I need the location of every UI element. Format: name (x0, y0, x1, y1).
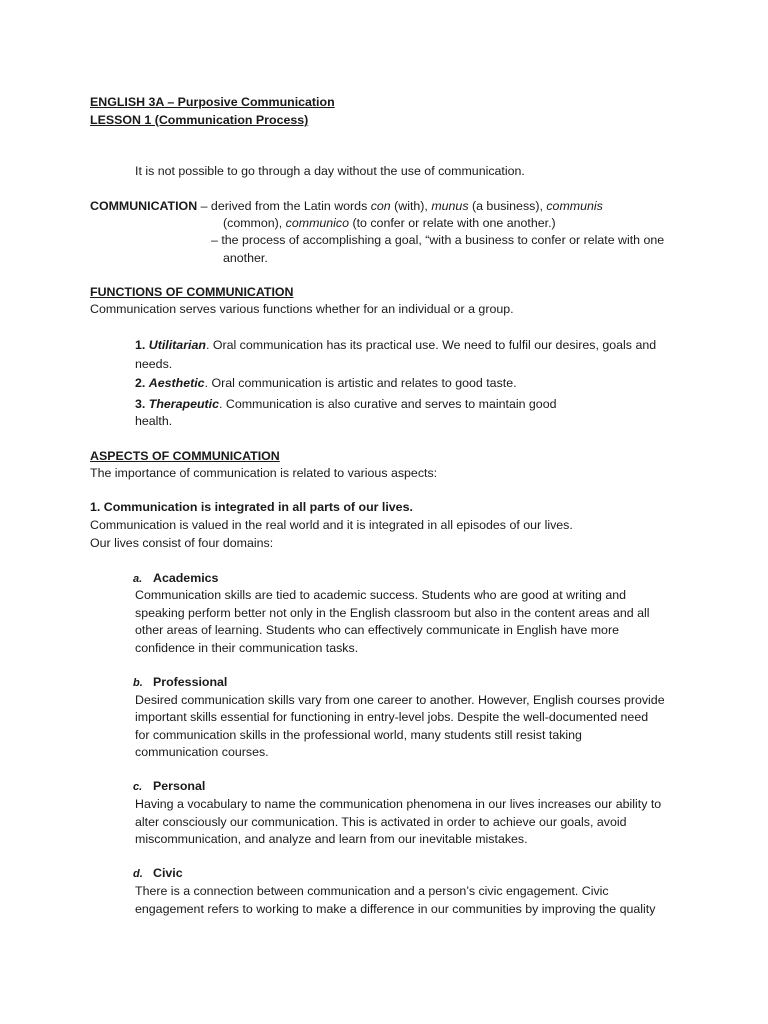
domain-line: Desired communication skills vary from one career to another. However, English courses provide (135, 693, 665, 707)
latin-word: con (370, 199, 391, 213)
function-name: Aesthetic (148, 376, 205, 390)
aspect-point-title: 1. Communication is integrated in all parts of our lives. (90, 500, 413, 514)
function-name: Utilitarian (148, 338, 206, 352)
definition-text: (common), (223, 216, 286, 230)
function-text: . Communication is also curative and serves to maintain good (219, 397, 557, 411)
domain-title: Personal (153, 779, 206, 793)
latin-word: communico (285, 216, 350, 230)
aspects-intro: The importance of communication is related to various aspects: (90, 466, 438, 480)
course-title: ENGLISH 3A – Purposive Communication (90, 95, 335, 109)
domain-title: Academics (153, 571, 219, 585)
domain-line: other areas of learning. Students who can effectively communicate in English have more (135, 623, 619, 637)
domain-line: communication courses. (135, 745, 269, 759)
domain-line: for communication skills in the professional world, many students still resist taking (135, 728, 582, 742)
domain-line: Communication skills are tied to academic success. Students who are good at writing and (135, 588, 627, 602)
domain-line: engagement refers to working to make a difference in our communities by improving the quality (135, 902, 656, 916)
function-number: 1. (135, 338, 149, 352)
function-number: 3. (135, 397, 149, 411)
latin-word: communis (546, 199, 603, 213)
aspect-point-text: Communication is valued in the real world and it is integrated in all episodes of our lives. (90, 518, 573, 532)
lesson-title: LESSON 1 (Communication Process) (90, 113, 309, 127)
definition-term: COMMUNICATION (90, 199, 198, 213)
function-text: . Oral communication is artistic and relates to good taste. (204, 376, 517, 390)
function-text: . Oral communication has its practical use. We need to fulfil our desires, goals and (205, 338, 657, 352)
definition-text: (with), (390, 199, 432, 213)
domain-line: confidence in their communication tasks. (135, 641, 359, 655)
definition-line-2 (223, 215, 556, 233)
definition-text: (to confer or relate with one another.) (349, 216, 556, 230)
intro-sentence: It is not possible to go through a day without the use of communication. (135, 164, 525, 178)
domain-title: Civic (153, 866, 183, 880)
functions-intro: Communication serves various functions whether for an individual or a group. (90, 302, 514, 316)
domain-marker: d. (133, 868, 143, 880)
domain-line: miscommunication, and analyze and learn from our inevitable mistakes. (135, 832, 528, 846)
domain-marker: b. (133, 677, 143, 689)
function-item-aesthetic (135, 375, 517, 393)
aspect-point-text: Our lives consist of four domains: (90, 536, 274, 550)
functions-heading: FUNCTIONS OF COMMUNICATION (90, 285, 294, 299)
domain-marker: a. (133, 573, 143, 585)
function-name: Therapeutic (148, 397, 220, 411)
definition-line-4: another. (223, 251, 268, 265)
function-item-continuation: needs. (135, 357, 173, 371)
domain-line: Having a vocabulary to name the communication phenomena in our lives increases our ability to (135, 797, 662, 811)
domain-title-personal (133, 778, 205, 797)
domain-title-academics (133, 570, 218, 589)
function-item-utilitarian (135, 337, 656, 355)
domain-line: important skills essential for functioning in entry-level jobs. Despite the well-documented need (135, 710, 649, 724)
domain-title-civic (133, 865, 183, 884)
definition-line-1 (90, 198, 603, 216)
definition-text: – derived from the Latin words (197, 199, 371, 213)
domain-line: speaking perform better not only in the English classroom but also in the content areas and all (135, 606, 650, 620)
domain-line: alter consciously our communication. This is activated in order to achieve our goals, avoid (135, 815, 627, 829)
domain-title: Professional (153, 675, 228, 689)
domain-marker: c. (133, 781, 143, 793)
function-item-therapeutic (135, 396, 557, 414)
function-number: 2. (135, 376, 149, 390)
latin-word: munus (431, 199, 469, 213)
definition-text: (a business), (468, 199, 547, 213)
function-item-continuation: health. (135, 414, 173, 428)
definition-line-3: – the process of accomplishing a goal, “with a business to confer or relate with one (211, 233, 665, 247)
domain-title-professional (133, 674, 227, 693)
aspects-heading: ASPECTS OF COMMUNICATION (90, 449, 280, 463)
domain-line: There is a connection between communication and a person’s civic engagement. Civic (135, 884, 609, 898)
